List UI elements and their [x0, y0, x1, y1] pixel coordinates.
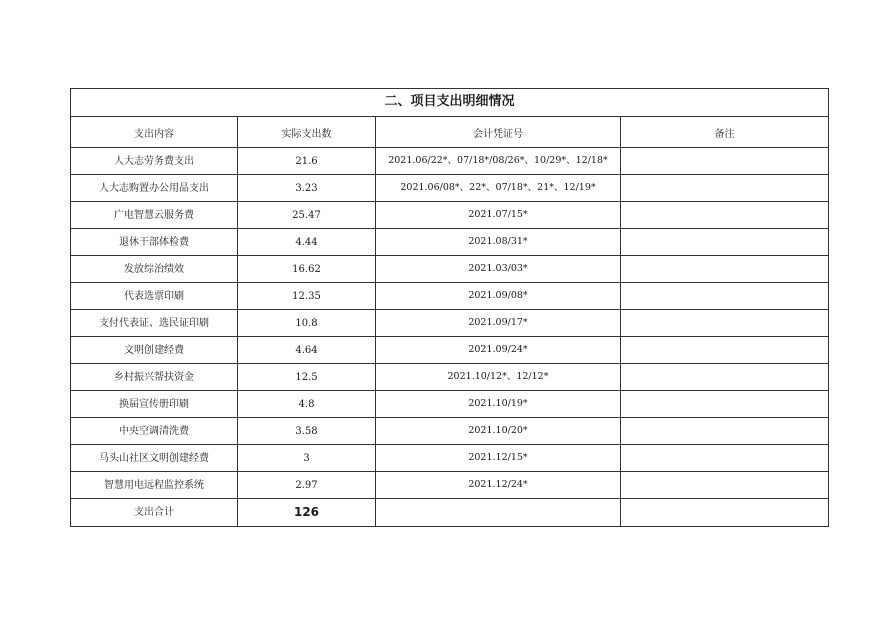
item-cell: 乡村振兴帮扶资金	[71, 364, 238, 391]
voucher-cell: 2021.03/03*	[376, 256, 621, 283]
amount-cell: 25.47	[238, 202, 376, 229]
voucher-cell: 2021.10/12*、12/12*	[376, 364, 621, 391]
table-row	[71, 283, 829, 310]
table-row	[71, 337, 829, 364]
total-voucher-cell	[376, 499, 621, 527]
header-row	[71, 117, 829, 148]
note-cell	[621, 283, 829, 310]
section-title: 二、项目支出明细情况	[71, 89, 829, 117]
amount-cell: 12.5	[238, 364, 376, 391]
voucher-cell: 2021.07/15*	[376, 202, 621, 229]
note-cell	[621, 202, 829, 229]
amount-cell: 21.6	[238, 148, 376, 175]
item-cell: 换届宣传册印刷	[71, 391, 238, 418]
total-amount: 126	[238, 499, 376, 527]
note-cell	[621, 310, 829, 337]
note-cell	[621, 148, 829, 175]
amount-cell: 2.97	[238, 472, 376, 499]
voucher-cell: 2021.12/15*	[376, 445, 621, 472]
table-row	[71, 202, 829, 229]
item-cell: 广电智慧云服务费	[71, 202, 238, 229]
item-cell: 发放综治绩效	[71, 256, 238, 283]
amount-cell: 3.58	[238, 418, 376, 445]
table-row	[71, 175, 829, 202]
note-cell	[621, 364, 829, 391]
item-cell: 马头山社区文明创建经费	[71, 445, 238, 472]
column-header-note: 备注	[621, 117, 829, 148]
voucher-cell: 2021.06/22*、07/18*/08/26*、10/29*、12/18*	[376, 148, 621, 175]
amount-cell: 16.62	[238, 256, 376, 283]
amount-cell: 3.23	[238, 175, 376, 202]
table-row	[71, 229, 829, 256]
item-cell: 代表选票印刷	[71, 283, 238, 310]
table-row	[71, 256, 829, 283]
item-cell: 中央空调清洗费	[71, 418, 238, 445]
note-cell	[621, 229, 829, 256]
total-row	[71, 499, 829, 527]
table-row	[71, 445, 829, 472]
note-cell	[621, 472, 829, 499]
amount-cell: 4.64	[238, 337, 376, 364]
column-header-amount: 实际支出数	[238, 117, 376, 148]
voucher-cell: 2021.09/17*	[376, 310, 621, 337]
expense-detail-table	[70, 88, 829, 527]
amount-cell: 3	[238, 445, 376, 472]
voucher-cell: 2021.09/08*	[376, 283, 621, 310]
table-row	[71, 364, 829, 391]
column-header-voucher: 会计凭证号	[376, 117, 621, 148]
table-row	[71, 310, 829, 337]
item-cell: 文明创建经费	[71, 337, 238, 364]
table-row	[71, 391, 829, 418]
total-note-cell	[621, 499, 829, 527]
amount-cell: 12.35	[238, 283, 376, 310]
note-cell	[621, 256, 829, 283]
voucher-cell: 2021.10/19*	[376, 391, 621, 418]
note-cell	[621, 418, 829, 445]
item-cell: 人大志劳务费支出	[71, 148, 238, 175]
amount-cell: 4.8	[238, 391, 376, 418]
table-row	[71, 418, 829, 445]
note-cell	[621, 337, 829, 364]
note-cell	[621, 175, 829, 202]
voucher-cell: 2021.06/08*、22*、07/18*、21*、12/19*	[376, 175, 621, 202]
item-cell: 支付代表证、选民证印刷	[71, 310, 238, 337]
voucher-cell: 2021.10/20*	[376, 418, 621, 445]
voucher-cell: 2021.09/24*	[376, 337, 621, 364]
item-cell: 人大志购置办公用品支出	[71, 175, 238, 202]
voucher-cell: 2021.12/24*	[376, 472, 621, 499]
total-label: 支出合计	[71, 499, 238, 527]
title-row	[71, 89, 829, 117]
item-cell: 退休干部体检费	[71, 229, 238, 256]
note-cell	[621, 391, 829, 418]
amount-cell: 4.44	[238, 229, 376, 256]
column-header-item: 支出内容	[71, 117, 238, 148]
amount-cell: 10.8	[238, 310, 376, 337]
table-row	[71, 148, 829, 175]
item-cell: 智慧用电远程监控系统	[71, 472, 238, 499]
note-cell	[621, 445, 829, 472]
voucher-cell: 2021.08/31*	[376, 229, 621, 256]
table-row	[71, 472, 829, 499]
